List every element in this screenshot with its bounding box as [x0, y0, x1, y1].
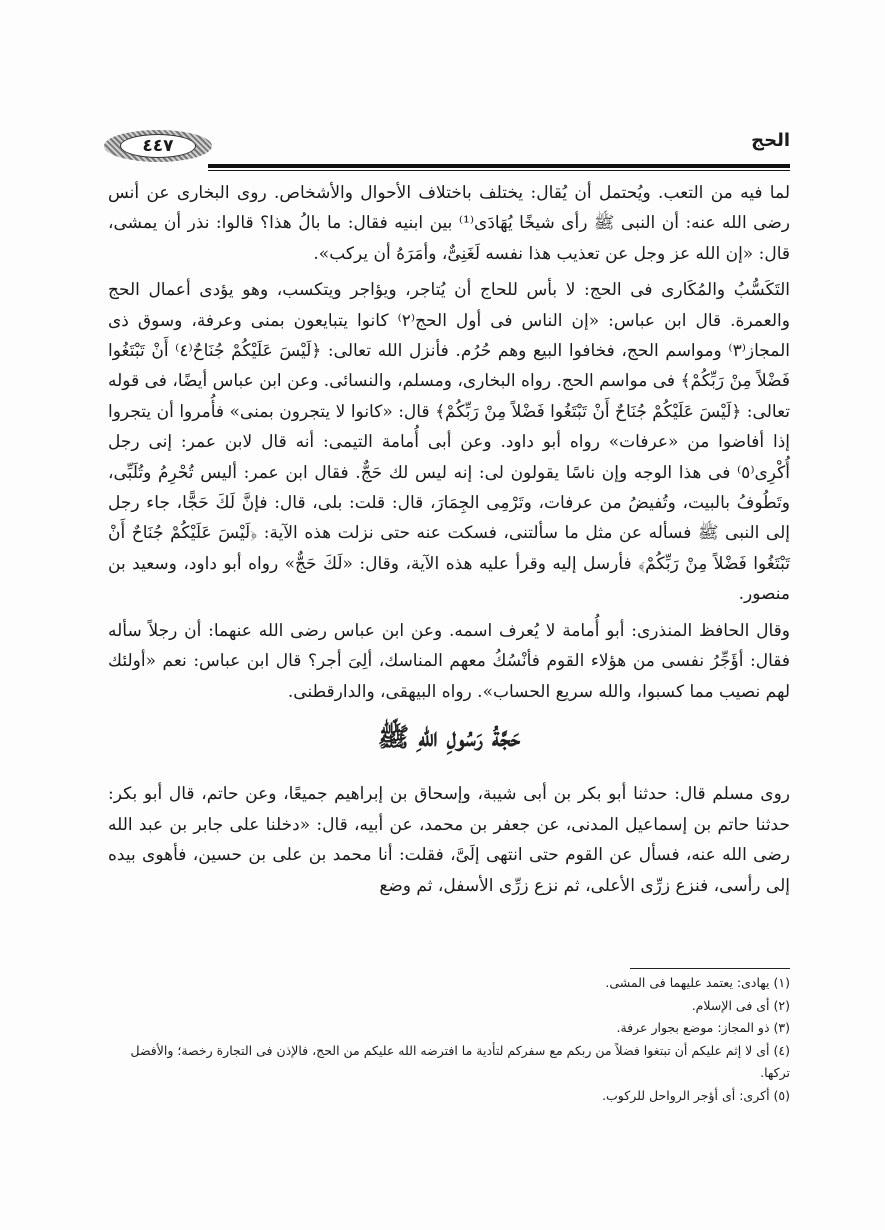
footnotes: [108, 972, 790, 1107]
footnote: (٤) أى لا إثم عليكم أن تبتغوا فضلاً من ربكم مع سفركم لتأدية ما افترضه الله عليكم من الحج، فالإذن فى التجارة رخصة؛ والأفضل تركها.: [130, 1042, 790, 1080]
footnote-divider: [630, 968, 790, 969]
page-number: ٤٤٧: [120, 134, 196, 158]
footnote: (٣) ذو المجاز: موضع بجوار عرفة.: [616, 1020, 790, 1035]
footnote: (٥) أكرى: أى أؤجر الرواحل للركوب.: [602, 1087, 790, 1103]
footnote: (١) يهادى: يعتمد عليهما فى المشى.: [605, 975, 790, 990]
body-text: [108, 178, 790, 901]
header-rule-thin: [208, 170, 790, 171]
page-number-ornament: [104, 130, 212, 162]
section-heading: حَجَّةُ رَسُولِ اللهِ ﷺ: [377, 722, 521, 753]
paragraph: روى مسلم قال: حدثنا أبو بكر بن أبى شيبة، وإسحاق بن إبراهيم جميعًا، وعن حاتم، قال أبو بكر: حدثنا حاتم بن إسماعيل المدنى، عن جعفر بن محمد، عن أبيه، قال: «دخلنا على جابر بن عبد الله رضى الله عنه، فسأل عن القوم حتى انتهى إلَىَّ، فقلت: أنا محمد بن على بن حسين، فأهوى بيده إلى رأسى، فنزع زرِّى الأعلى، ثم نزع زرِّى الأسفل، ثم وضع: [108, 784, 790, 896]
paragraph: لما فيه من التعب. ويُحتمل أن يُقال: يختلف باختلاف الأحوال والأشخاص. روى البخارى عن أنس رضى الله عنه: أن النبى ﷺ رأى شيخًا يُهَادَى⁽¹⁾ بين ابنيه فقال: ما بالُ هذا؟ قالوا: نذر أن يمشى، قال: «إن الله عز وجل عن تعذيب هذا نفسه لَغَنِىٌّ، وأمَرَهُ أن يركب».: [108, 183, 791, 264]
footnote: (٢) أى فى الإسلام.: [691, 997, 790, 1013]
header-rule: [208, 164, 790, 168]
paragraph: التَكَسُّبُ والمُكَارى فى الحج: لا بأس للحاج أن يُتاجر، ويؤاجر ويتكسب، وهو يؤدى أعمال الحج والعمرة. قال ابن عباس: «إن الناس فى أول الحج⁽٢⁾ كانوا يتبايعون بمنى وعرفة، وسوق ذى المجاز⁽٣⁾ ومواسم الحج، فخافوا البيع وهم حُرُم. فأنزل الله تعالى: ﴿لَيْسَ عَلَيْكُمْ جُنَاحٌ⁽٤⁾ أَنْ تَبْتَغُوا فَضْلاً مِنْ رَبِّكُمْ﴾ فى مواسم الحج. رواه البخارى، ومسلم، والنسائى. وعن ابن عباس أيضًا، فى قوله تعالى: ﴿لَيْسَ عَلَيْكُمْ جُنَاحٌ أَنْ تَبْتَغُوا فَضْلاً مِنْ رَبِّكُمْ﴾ قال: «كانوا لا يتجرون بمنى» فأُمروا أن يتجروا إذا أفاضوا من «عرفات» رواه أبو داود. وعن أبى أُمامة التيمى: أنه قال لابن عمر: إنى رجل أُكْرِى⁽٥⁾ فى هذا الوجه وإن ناسًا يقولون لى: إنه ليس لك حَجٌّ. فقال ابن عمر: أليس تُحْرِمُ وتُلَبِّى، وتَطُوفُ بالبيت، وتُفيضُ من عرفات، وتَرْمِى الجِمَارَ، قال: قلت: بلى، قال: فإنَّ لَكَ حَجًّا، جاء رجل إلى النبى ﷺ فسأله عن مثل ما سألتنى، فسكت عنه حتى نزلت هذه الآية: ﴿لَيْسَ عَلَيْكُمْ جُنَاحٌ أَنْ تَبْتَغُوا فَضْلاً مِنْ رَبِّكُمْ﴾ فأرسل إليه وقرأ عليه هذه الآية، وقال: «لَكَ حَجٌّ» رواه أبو داود، وسعيد بن منصور.: [108, 280, 790, 605]
paragraph: وقال الحافظ المنذرى: أبو أُمامة لا يُعرف اسمه. وعن ابن عباس رضى الله عنهما: أن رجلاً سأله فقال: أؤَجِّرُ نفسى من هؤلاء القوم فأنْسُكُ معهم المناسك، ألِىَ أجر؟ قال ابن عباس: نعم «أولئك لهم نصيب مما كسبوا، والله سريع الحساب». رواه البيهقى، والدارقطنى.: [108, 620, 790, 702]
chapter-title: الحج: [751, 130, 790, 151]
page-header: [100, 118, 790, 166]
